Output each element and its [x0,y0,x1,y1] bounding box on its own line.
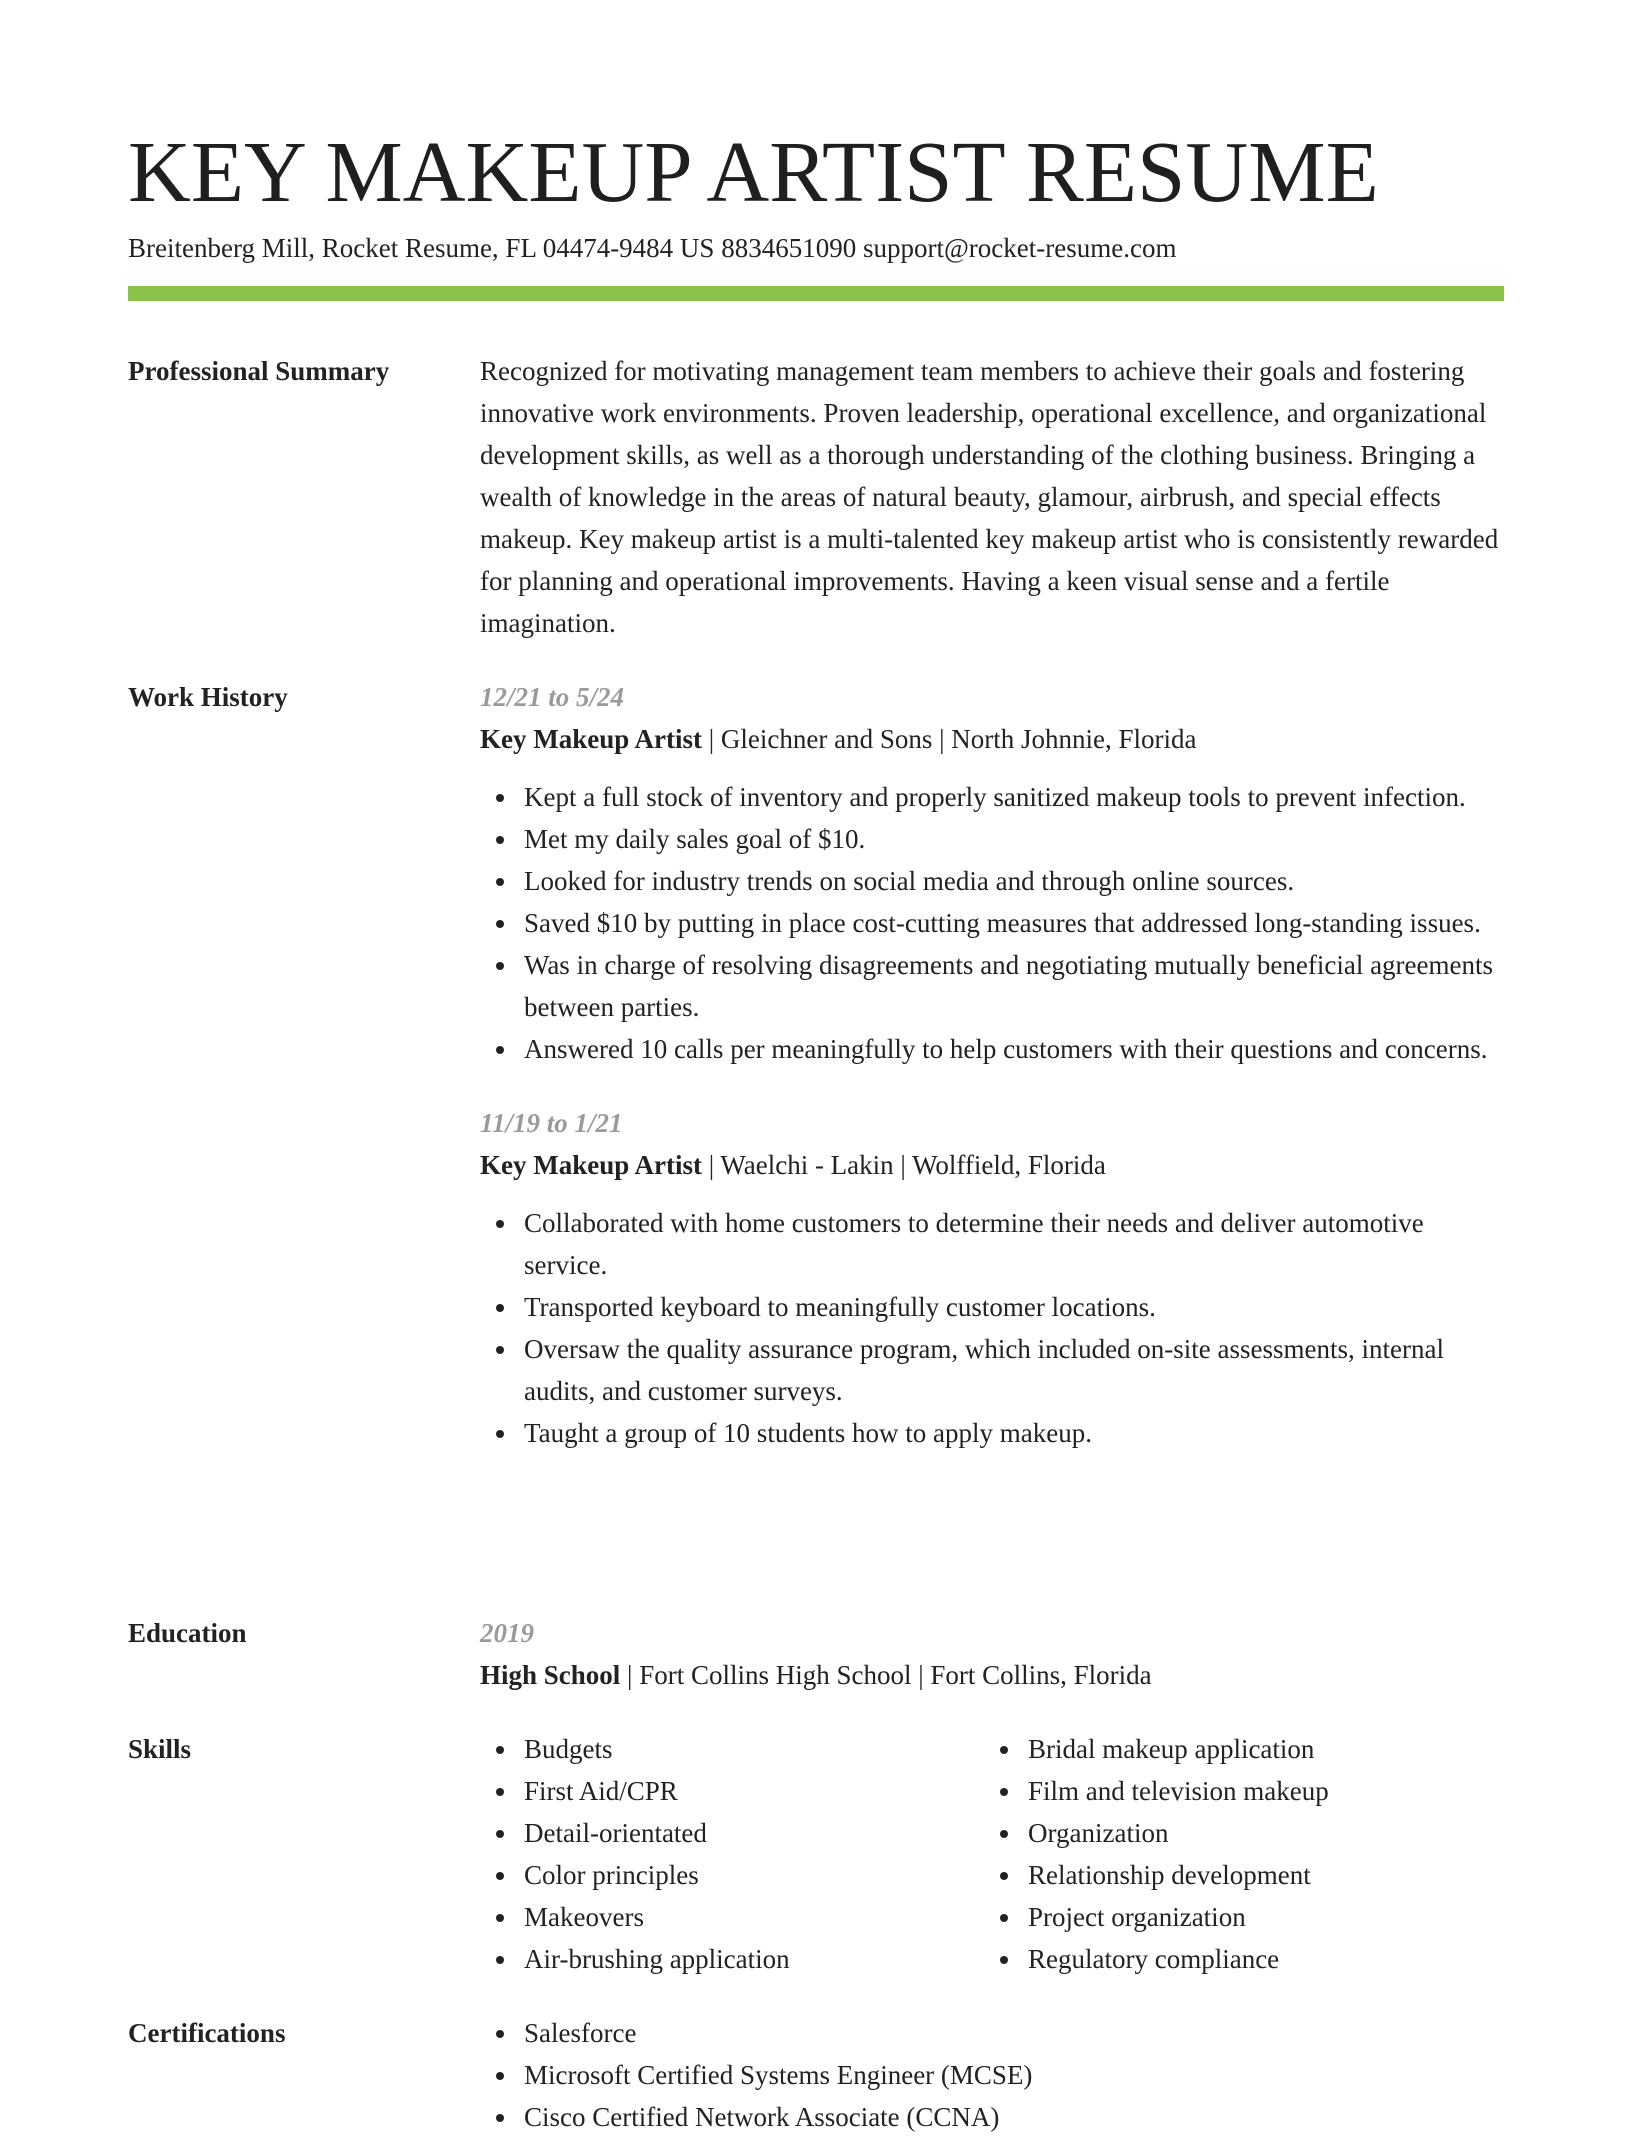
list-item [1028,1728,1488,1770]
bullet-icon [496,1788,504,1796]
certifications-list [480,2012,1504,2138]
list-item [524,1202,1504,1286]
bullet-icon [496,836,504,844]
job-duties-list [480,776,1504,1070]
list-item [524,860,1504,902]
list-item [1028,1938,1488,1980]
job-dates: 11/19 to 1/21 [480,1108,623,1138]
list-item [524,1286,1504,1328]
skill-text: First Aid/CPR [524,1776,678,1806]
job-heading [480,1144,1504,1186]
bullet-icon [496,878,504,886]
summary-text: Recognized for motivating management team members to achieve their goals and fostering innovative work environments. Proven leadership, operational excellence, and organizational development skills, as well as a thorough understanding of the clothing business. Bringing a wealth of knowledge in the areas of natural beauty, glamour, airbrush, and special effects makeup. Key makeup artist is a multi-talented key makeup artist who is consistently rewarded for planning and operational improvements. Having a keen visual sense and a fertile imagination. [480,356,1499,638]
job-employer-location: | Gleichner and Sons | North Johnnie, Florida [702,724,1197,754]
certifications-heading: Certifications [128,2018,286,2048]
education-degree: High School [480,1660,621,1690]
skill-text: Relationship development [1028,1860,1311,1890]
skill-text: Makeovers [524,1902,644,1932]
list-item-text: Taught a group of 10 students how to apply makeup. [524,1418,1093,1448]
skill-text: Project organization [1028,1902,1246,1932]
bullet-icon [496,2114,504,2122]
bullet-icon [496,1956,504,1964]
skill-text: Budgets [524,1734,613,1764]
skills-list-left [480,1728,984,1980]
skill-text: Color principles [524,1860,699,1890]
list-item [1028,1770,1488,1812]
list-item [524,902,1504,944]
bullet-icon [496,1746,504,1754]
list-item [1028,1896,1488,1938]
bullet-icon [1000,1788,1008,1796]
bullet-icon [1000,1830,1008,1838]
skill-text: Detail-orientated [524,1818,707,1848]
list-item [524,2054,1504,2096]
list-item-text: Collaborated with home customers to determine their needs and deliver automotive service. [524,1208,1424,1280]
list-item [1028,1854,1488,1896]
list-item [524,944,1504,1028]
list-item-text: Was in charge of resolving disagreements and negotiating mutually beneficial agreements between parties. [524,950,1494,1022]
bullet-icon [496,2030,504,2038]
list-item [524,1728,984,1770]
list-item [524,1328,1504,1412]
education-school-location: | Fort Collins High School | Fort Collins, Florida [620,1660,1152,1690]
skills-list-right [984,1728,1488,1980]
list-item-text: Oversaw the quality assurance program, which included on-site assessments, internal audits, and customer surveys. [524,1334,1444,1406]
skill-text: Bridal makeup application [1028,1734,1315,1764]
certification-text: Cisco Certified Network Associate (CCNA) [524,2102,1000,2132]
list-item [524,1896,984,1938]
bullet-icon [1000,1872,1008,1880]
skill-text: Film and television makeup [1028,1776,1329,1806]
job-entry [480,1102,1504,1454]
accent-divider [128,286,1504,301]
list-item [524,1938,984,1980]
job-dates: 12/21 to 5/24 [480,682,625,712]
list-item-text: Met my daily sales goal of $10. [524,824,866,854]
skill-text: Organization [1028,1818,1169,1848]
education-heading: Education [128,1618,247,1648]
list-item [524,1028,1504,1070]
bullet-icon [496,1830,504,1838]
job-heading [480,718,1504,760]
list-item [524,1412,1504,1454]
bullet-icon [1000,1746,1008,1754]
skill-text: Regulatory compliance [1028,1944,1280,1974]
bullet-icon [496,1046,504,1054]
bullet-icon [496,1304,504,1312]
job-entry [480,676,1504,1070]
certification-text: Salesforce [524,2018,637,2048]
bullet-icon [496,1872,504,1880]
bullet-icon [496,920,504,928]
resume-title: KEY MAKEUP ARTIST RESUME [128,123,1379,220]
list-item-text: Transported keyboard to meaningfully customer locations. [524,1292,1156,1322]
bullet-icon [496,962,504,970]
bullet-icon [496,1346,504,1354]
list-item [524,776,1504,818]
bullet-icon [496,1220,504,1228]
summary-heading: Professional Summary [128,356,390,386]
list-item [1028,1812,1488,1854]
skills-heading: Skills [128,1734,192,1764]
list-item [524,1854,984,1896]
bullet-icon [496,2072,504,2080]
job-title: Key Makeup Artist [480,1150,702,1180]
bullet-icon [496,1430,504,1438]
list-item [524,2012,1504,2054]
job-duties-list [480,1202,1504,1454]
education-year: 2019 [480,1618,534,1648]
job-employer-location: | Waelchi - Lakin | Wolffield, Florida [702,1150,1106,1180]
bullet-icon [1000,1914,1008,1922]
list-item-text: Kept a full stock of inventory and properly sanitized makeup tools to prevent infection. [524,782,1466,812]
contact-info: Breitenberg Mill, Rocket Resume, FL 04474-9484 US 8834651090 support@rocket-resume.com [128,233,1177,263]
list-item [524,1812,984,1854]
certification-text: Microsoft Certified Systems Engineer (MCSE) [524,2060,1033,2090]
bullet-icon [496,1914,504,1922]
bullet-icon [496,794,504,802]
education-heading-line [480,1654,1504,1696]
list-item-text: Answered 10 calls per meaningfully to help customers with their questions and concerns. [524,1034,1488,1064]
list-item [524,1770,984,1812]
list-item [524,2096,1504,2138]
list-item-text: Saved $10 by putting in place cost-cutting measures that addressed long-standing issues. [524,908,1481,938]
skill-text: Air-brushing application [524,1944,790,1974]
bullet-icon [1000,1956,1008,1964]
list-item [524,818,1504,860]
job-title: Key Makeup Artist [480,724,702,754]
work-history-heading: Work History [128,682,288,712]
list-item-text: Looked for industry trends on social media and through online sources. [524,866,1295,896]
